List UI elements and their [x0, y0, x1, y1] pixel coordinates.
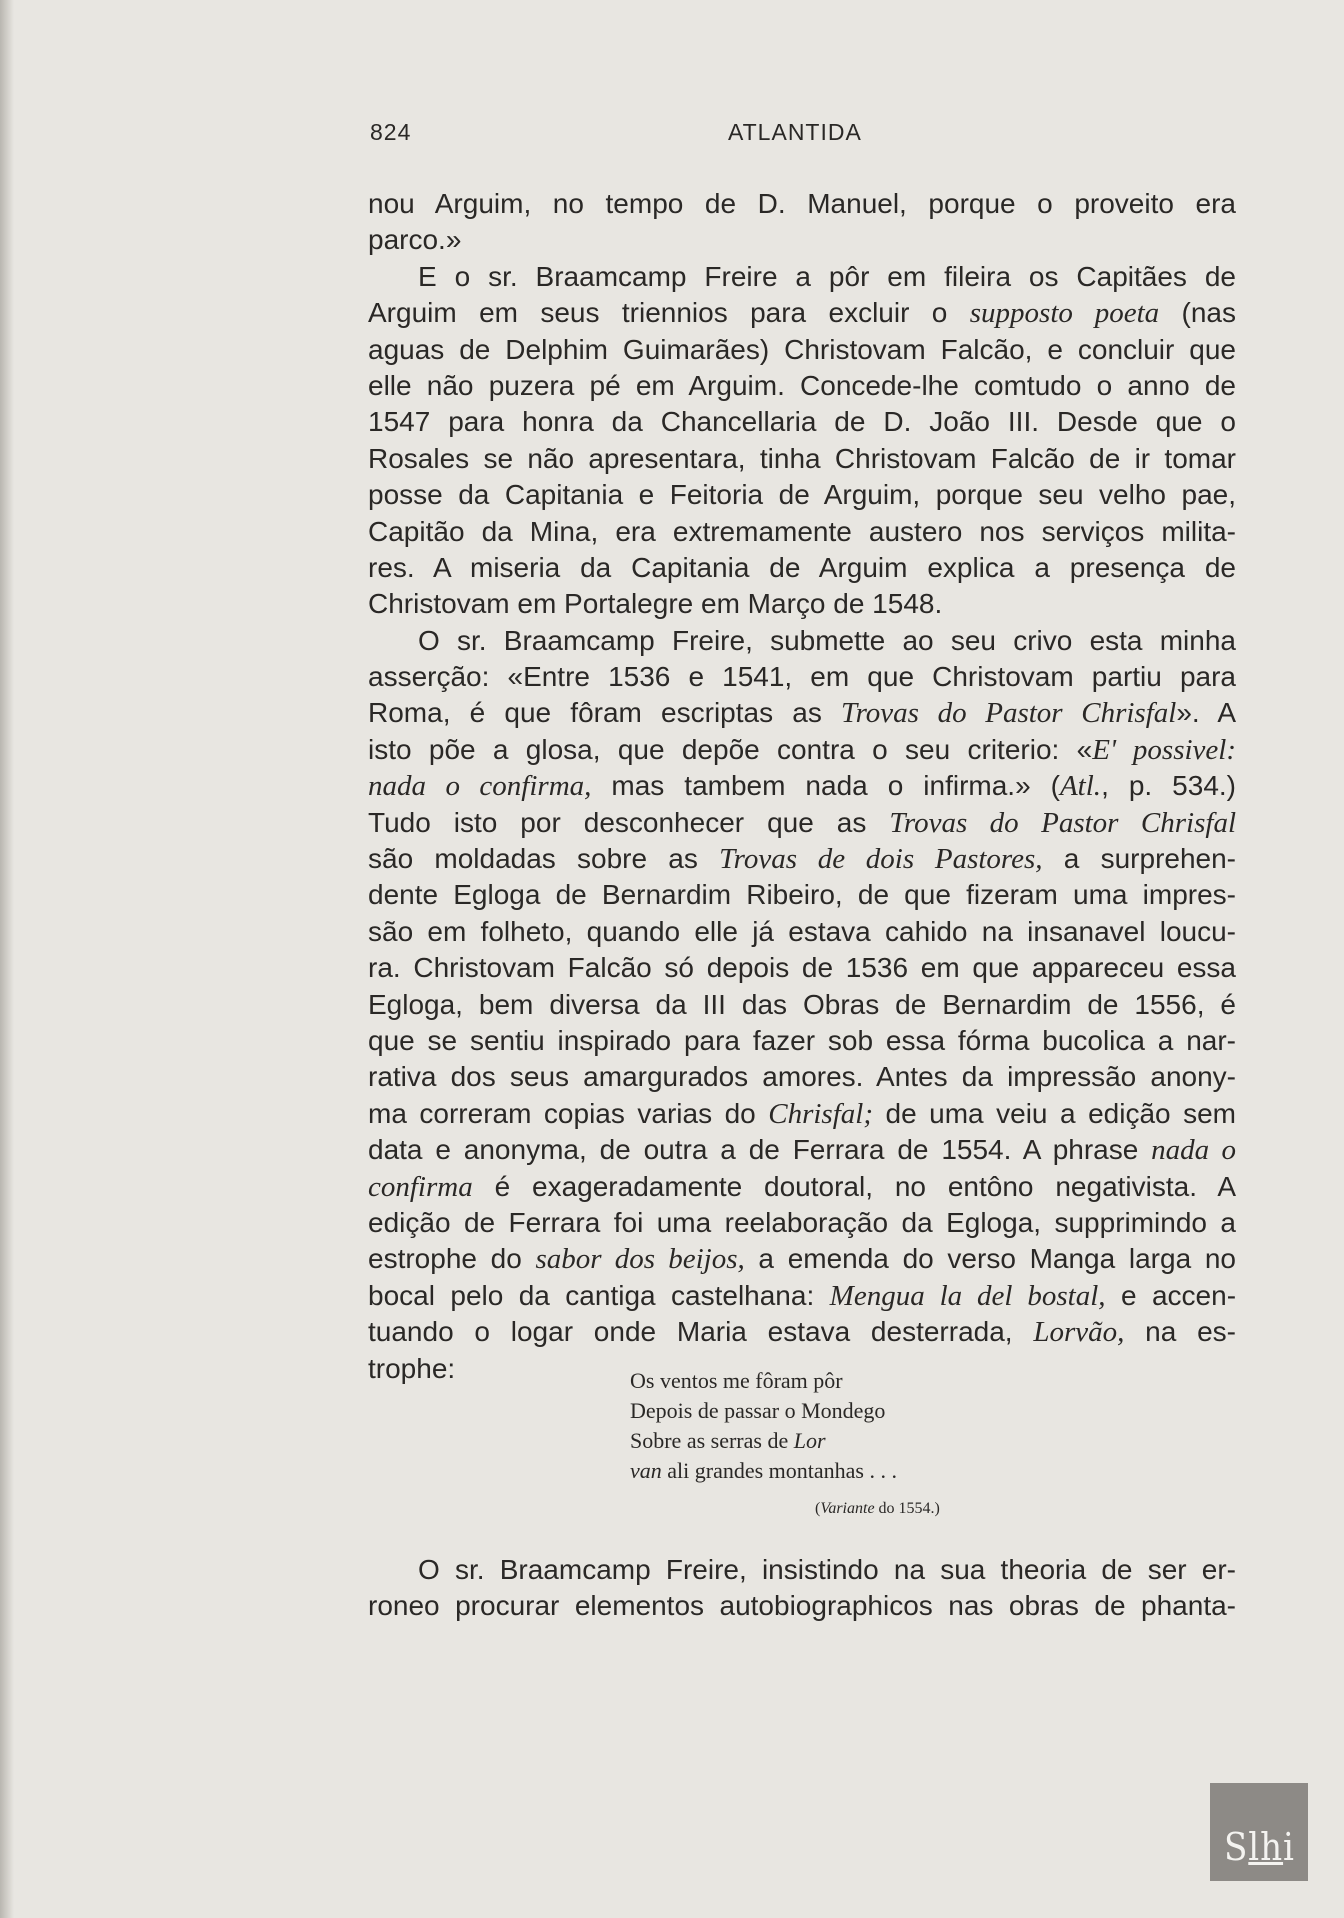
text-run: tuando o logar onde Maria estava desterrada, [368, 1316, 1034, 1348]
text-line [368, 1552, 1236, 1588]
text-line [368, 295, 1236, 331]
text-run: nou Arguim, no tempo de D. Manuel, porque o proveito era [368, 188, 1236, 219]
italic-text: Atl. [1059, 770, 1102, 803]
text-run: elle não puzera pé em Arguim. Concede-lhe comtudo o anno de [368, 369, 1236, 401]
text-line [368, 1278, 1236, 1314]
text-run: Christovam em Portalegre em Março de 1548. [368, 588, 943, 620]
text-line [368, 805, 1236, 841]
text-line [368, 259, 1236, 295]
italic-text: Trovas do Pastor Chrisfal [841, 697, 1177, 730]
italic-text: Trovas do Pastor Chrisfal [889, 806, 1237, 839]
italic-text: Chrisfal; [768, 1097, 873, 1130]
text-run: ( [815, 1500, 821, 1517]
text-line [368, 877, 1236, 913]
italic-text: supposto poeta [969, 297, 1160, 330]
text-line [368, 332, 1236, 368]
text-run: Capitão da Mina, era extremamente austero nos serviços milita- [368, 515, 1236, 547]
verse-source-note [815, 1500, 940, 1518]
text-line [368, 404, 1236, 440]
journal-title: ATLANTIDA [728, 119, 862, 145]
text-run: que se sentiu inspirado para fazer sob essa fórma bucolica a nar- [368, 1024, 1236, 1056]
text-line [368, 1314, 1236, 1350]
text-run: data e anonyma, de outra a de Ferrara de 1554. A phrase [368, 1134, 1152, 1166]
text-run: asserção: «Entre 1536 e 1541, em que Christovam partiu para [368, 661, 1236, 693]
italic-text: Mengua la del bostal, [829, 1279, 1106, 1312]
text-run: trophe: [368, 1352, 456, 1384]
text-line [368, 623, 1236, 659]
page-number: 824 [370, 119, 412, 145]
text-run: é exageradamente doutoral, no entôno negativista. A [472, 1170, 1236, 1202]
text-line [368, 659, 1236, 695]
text-run: Tudo isto por desconhecer que as [368, 806, 890, 838]
italic-text: Trovas de dois Pastores, [719, 843, 1043, 876]
text-run: O sr. Braamcamp Freire, submette ao seu crivo esta minha [418, 624, 1236, 656]
text-run: E o sr. Braamcamp Freire a pôr em fileira os Capitães de [418, 260, 1236, 292]
text-run: roneo procurar elementos autobiographicos nas obras de phanta- [368, 1590, 1236, 1622]
verse-line [630, 1426, 1030, 1456]
text-run: rativa dos seus amargurados amores. Antes da impressão anony- [368, 1061, 1236, 1093]
text-run: e accen- [1105, 1279, 1237, 1311]
text-line [368, 950, 1236, 986]
text-line [368, 1023, 1236, 1059]
text-line [368, 550, 1236, 586]
text-run: edição de Ferrara foi uma reelaboração da Egloga, supprimindo a [368, 1206, 1236, 1238]
page-edge-shadow [0, 0, 14, 1918]
text-run: são em folheto, quando elle já estava cahido na insanavel loucu- [368, 915, 1236, 947]
text-run: isto põe a glosa, que depõe contra o seu criterio: « [368, 733, 1093, 765]
verse-line [630, 1456, 1030, 1486]
text-run: ma correram copias varias do [368, 1097, 769, 1129]
italic-text: confirma [368, 1170, 473, 1203]
text-run: Sobre as serras de [630, 1428, 794, 1453]
text-line [368, 768, 1236, 804]
text-line [368, 186, 1236, 222]
text-run: a surprehen- [1042, 843, 1237, 875]
text-run: O sr. Braamcamp Freire, insistindo na sua theoria de ser er- [418, 1554, 1236, 1585]
text-line [368, 1241, 1236, 1277]
text-run: Rosales se não apresentara, tinha Christovam Falcão de ir tomar [368, 442, 1236, 474]
text-run: Roma, é que fôram escriptas as [368, 697, 842, 729]
text-line [368, 586, 1236, 622]
italic-text: van [630, 1458, 662, 1483]
italic-text: nada o confirma, [368, 770, 592, 803]
running-head [370, 119, 1240, 151]
text-line [368, 914, 1236, 950]
text-line [368, 1205, 1236, 1241]
text-run: parco.» [368, 224, 462, 256]
text-run: (nas [1159, 297, 1237, 329]
italic-text: nada o [1151, 1134, 1236, 1167]
text-run: res. A miseria da Capitania de Arguim explica a presença de [368, 551, 1236, 583]
text-run: do 1554.) [874, 1500, 940, 1517]
text-run: 1547 para honra da Chancellaria de D. João III. Desde que o [368, 406, 1236, 438]
text-run: aguas de Delphim Guimarães) Christovam Falcão, e concluir que [368, 333, 1236, 365]
text-run: são moldadas sobre as [368, 843, 720, 875]
italic-text: Lorvão, [1033, 1316, 1125, 1349]
text-run: ali grandes montanhas . . . [661, 1458, 897, 1483]
italic-text: sabor dos beijos, [535, 1243, 745, 1276]
text-line [368, 732, 1236, 768]
text-run: de uma veiu a edição sem [872, 1097, 1236, 1129]
text-run: Arguim em seus triennios para excluir o [368, 297, 970, 329]
italic-text: Lor [793, 1428, 826, 1453]
text-run: Depois de passar o Mondego [630, 1398, 886, 1423]
text-run: Egloga, bem diversa da III das Obras de Bernardim de 1556, é [368, 988, 1236, 1020]
italic-text: Variante [820, 1500, 875, 1517]
text-run: dente Egloga de Bernardim Ribeiro, de que fizeram uma impres- [368, 879, 1236, 911]
italic-text: E' possivel: [1092, 733, 1236, 766]
body-text [368, 186, 1236, 1387]
library-logo [1210, 1783, 1308, 1881]
text-line [368, 987, 1236, 1023]
closing-paragraph [368, 1552, 1236, 1625]
text-line [368, 1588, 1236, 1624]
text-line [368, 222, 1236, 258]
text-line [368, 695, 1236, 731]
text-line [368, 368, 1236, 404]
text-line [368, 1132, 1236, 1168]
text-line [368, 1096, 1236, 1132]
text-run: Os ventos me fôram pôr [630, 1368, 843, 1393]
text-line [368, 441, 1236, 477]
text-run: ra. Christovam Falcão só depois de 1536 em que appareceu essa [368, 952, 1236, 984]
text-line [368, 1169, 1236, 1205]
text-run: na es- [1124, 1316, 1236, 1348]
text-run: a emenda do verso Manga larga no [744, 1243, 1236, 1275]
verse-quotation [630, 1366, 1030, 1486]
verse-line [630, 1366, 1030, 1396]
text-run: posse da Capitania e Feitoria de Arguim, porque seu velho pae, [368, 479, 1236, 511]
text-line [368, 841, 1236, 877]
text-run: estrophe do [368, 1243, 536, 1275]
text-run: ». A [1176, 697, 1237, 729]
verse-line [630, 1396, 1030, 1426]
text-line [368, 477, 1236, 513]
text-run: bocal pelo da cantiga castelhana: [368, 1279, 830, 1311]
text-run: , p. 534.) [1101, 770, 1237, 802]
logo-mark: Slhi [1223, 1825, 1295, 1869]
text-line [368, 1059, 1236, 1095]
text-run: mas tambem nada o infirma.» ( [591, 770, 1060, 802]
text-line [368, 514, 1236, 550]
